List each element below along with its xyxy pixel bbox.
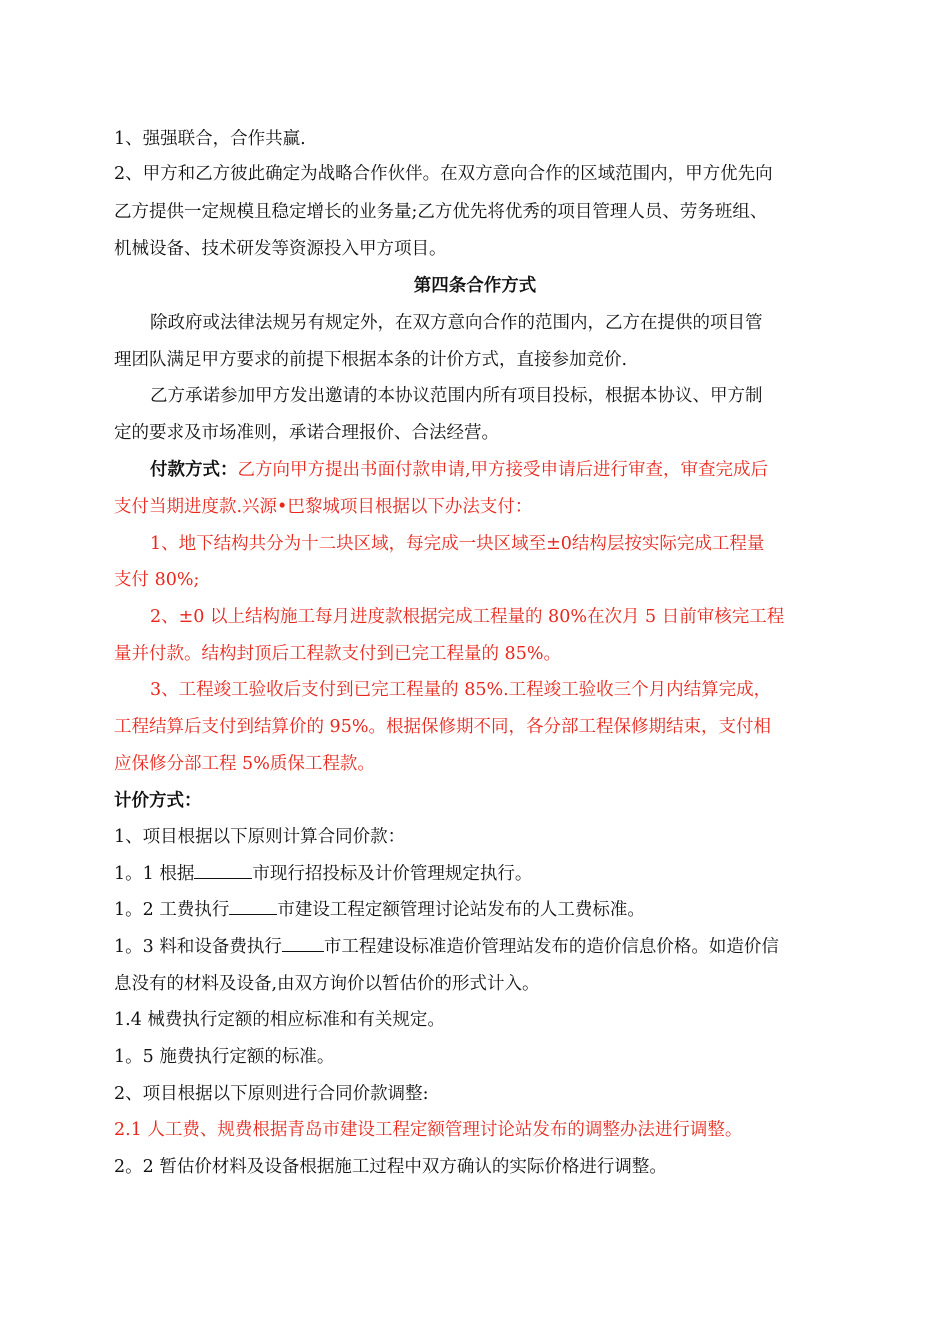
pricing-item-1-3: 1。3 料和设备费执行 市工程建设标准造价管理站发布的造价信息价格。如造价信 bbox=[114, 937, 779, 957]
pricing-item-1-1: 1。1 根据 市现行招投标及计价管理规定执行。 bbox=[114, 864, 533, 884]
payment-item-2-cont: 量并付款。结构封顶后工程款支付到已完工程量的 85%。 bbox=[114, 644, 561, 664]
payment-text-cont: 支付当期进度款.兴源•巴黎城项目根据以下办法支付： bbox=[114, 497, 533, 517]
clause-item-2-cont: 机械设备、技术研发等资源投入甲方项目。 bbox=[114, 239, 447, 259]
clause-item-2-cont: 乙方提供一定规模且稳定增长的业务量;乙方优先将优秀的项目管理人员、劳务班组、 bbox=[114, 202, 768, 222]
section-heading: 第四条合作方式 bbox=[413, 276, 537, 296]
paragraph-cont: 理团队满足甲方要求的前提下根据本条的计价方式，直接参加竞价. bbox=[114, 350, 628, 370]
pricing-item-1-5: 1。5 施费执行定额的标准。 bbox=[114, 1047, 335, 1067]
fill-in-blank bbox=[282, 937, 324, 952]
payment-item-1-cont: 支付 80%; bbox=[114, 570, 200, 590]
payment-label: 付款方式： bbox=[150, 460, 238, 480]
pricing-label: 计价方式： bbox=[114, 791, 202, 811]
pricing-item-2-2: 2。2 暂估价材料及设备根据施工过程中双方确认的实际价格进行调整。 bbox=[114, 1157, 667, 1177]
clause-item-2: 2、甲方和乙方彼此确定为战略合作伙伴。在双方意向合作的区域范围内，甲方优先向 bbox=[114, 164, 773, 184]
payment-item-2: 2、±0 以上结构施工每月进度款根据完成工程量的 80%在次月 5 日前审核完工程 bbox=[150, 607, 785, 627]
pricing-item-1: 1、项目根据以下原则计算合同价款： bbox=[114, 827, 406, 847]
pricing-item-1-3-cont: 息没有的材料及设备,由双方询价以暂估价的形式计入。 bbox=[114, 974, 540, 994]
payment-item-3: 3、工程竣工验收后支付到已完工程量的 85%.工程竣工验收三个月内结算完成， bbox=[150, 680, 772, 700]
payment-text: 乙方向甲方提出书面付款申请,甲方接受申请后进行审查，审查完成后 bbox=[237, 460, 769, 480]
clause-item-1: 1、强强联合，合作共赢. bbox=[114, 129, 306, 149]
pricing-item-2-1: 2.1 人工费、规费根据青岛市建设工程定额管理讨论站发布的调整办法进行调整。 bbox=[114, 1120, 743, 1140]
paragraph: 除政府或法律法规另有规定外，在双方意向合作的范围内，乙方在提供的项目管 bbox=[150, 313, 763, 333]
paragraph: 乙方承诺参加甲方发出邀请的本协议范围内所有项目投标，根据本协议、甲方制 bbox=[150, 386, 763, 406]
fill-in-blank bbox=[194, 864, 252, 879]
pricing-item-1-2: 1。2 工费执行 市建设工程定额管理讨论站发布的人工费标准。 bbox=[114, 900, 645, 920]
payment-item-3-cont: 工程结算后支付到结算价的 95%。根据保修期不同，各分部工程保修期结束，支付相 bbox=[114, 717, 771, 737]
payment-item-3-cont: 应保修分部工程 5%质保工程款。 bbox=[114, 754, 375, 774]
pricing-item-2: 2、项目根据以下原则进行合同价款调整: bbox=[114, 1084, 429, 1104]
payment-item-1: 1、地下结构共分为十二块区域，每完成一块区域至±0结构层按实际完成工程量 bbox=[150, 534, 765, 554]
payment-terms bbox=[150, 458, 768, 482]
pricing-item-1-4: 1.4 械费执行定额的相应标准和有关规定。 bbox=[114, 1010, 445, 1030]
fill-in-blank bbox=[229, 900, 277, 915]
paragraph-cont: 定的要求及市场准则，承诺合理报价、合法经营。 bbox=[114, 423, 499, 443]
